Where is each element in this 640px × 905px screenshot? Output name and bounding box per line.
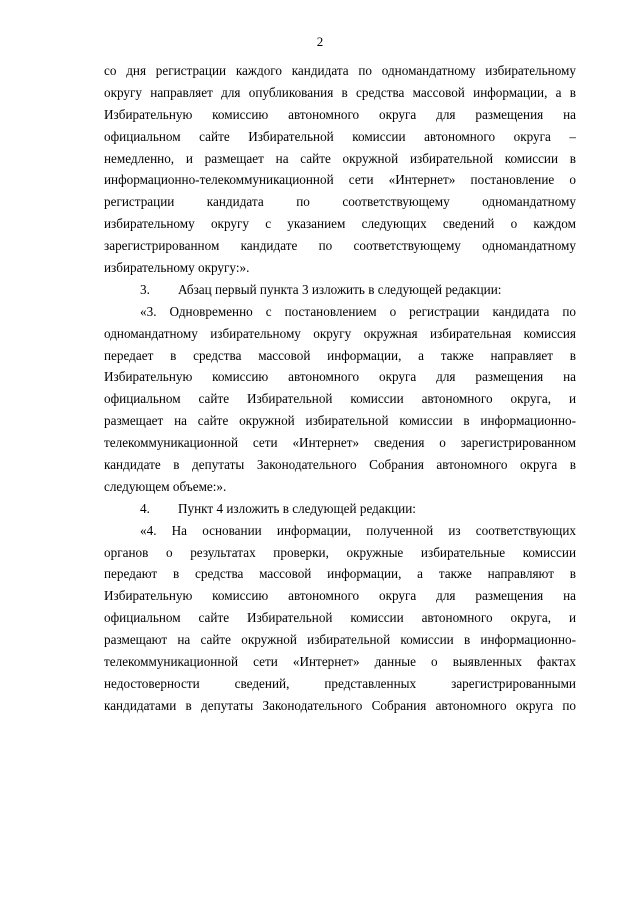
- text-line: [104, 476, 576, 498]
- line-text: передает в средства массовой информации, а также направляет в: [104, 347, 576, 363]
- text-line: [104, 235, 576, 257]
- line-text: Пункт 4 изложить в следующей редакции:: [178, 500, 416, 516]
- text-line: [104, 213, 576, 235]
- line-text: информационно-телекоммуникационной сети «Интернет» постановление о: [104, 172, 576, 188]
- text-line: [104, 454, 576, 476]
- line-text: «3. Одновременно с постановлением о регистрации кандидата по: [140, 303, 576, 319]
- line-text: размещают на сайте окружной избирательной комиссии в информационно-: [104, 632, 576, 648]
- text-line: [104, 542, 576, 564]
- text-line: [104, 520, 576, 542]
- text-line: [104, 345, 576, 367]
- line-text: Избирательную комиссию автономного округа для размещения на: [104, 106, 576, 122]
- line-text: «4. На основании информации, полученной из соответствующих: [140, 522, 576, 538]
- text-line: [104, 673, 576, 695]
- text-line: [104, 585, 576, 607]
- line-text: официальном сайте Избирательной комиссии автономного округа, и: [104, 610, 576, 626]
- text-line: [104, 366, 576, 388]
- text-line: [104, 651, 576, 673]
- text-line: [104, 410, 576, 432]
- line-text: кандидатами в депутаты Законодательного Собрания автономного округа по: [104, 697, 576, 713]
- line-text: избирательному округу с указанием следующих сведений о каждом: [104, 216, 576, 232]
- line-text: со дня регистрации каждого кандидата по одномандатному избирательному: [104, 63, 576, 78]
- line-text: недостоверности сведений, представленных зарегистрированными: [104, 675, 576, 691]
- text-line: [104, 60, 576, 82]
- line-text: одномандатному избирательному округу окружная избирательная комиссия: [104, 325, 576, 341]
- line-text: передают в средства массовой информации, а также направляют в: [104, 566, 576, 582]
- text-line: [104, 563, 576, 585]
- text-line: [104, 82, 576, 104]
- line-text: следующем объеме:».: [104, 478, 227, 494]
- line-text: телекоммуникационной сети «Интернет» данные о выявленных фактах: [104, 654, 576, 670]
- line-text: официальном сайте Избирательной комиссии автономного округа, и: [104, 391, 576, 407]
- line-text: телекоммуникационной сети «Интернет» сведения о зарегистрированном: [104, 435, 576, 451]
- text-line: [104, 607, 576, 629]
- text-line: [104, 388, 576, 410]
- text-line: [104, 432, 576, 454]
- line-text: регистрации кандидата по соответствующему одномандатному: [104, 194, 576, 210]
- text-line: [104, 148, 576, 170]
- text-line: [104, 104, 576, 126]
- text-line: [104, 279, 576, 301]
- line-text: размещает на сайте окружной избирательной комиссии в информационно-: [104, 413, 576, 429]
- text-line: [104, 695, 576, 717]
- item-number: 4.: [140, 500, 150, 516]
- line-text: округу направляет для опубликования в средства массовой информации, а в: [104, 84, 576, 100]
- line-text: зарегистрированном кандидате по соответствующему одномандатному: [104, 238, 576, 254]
- item-number: 3.: [140, 281, 150, 297]
- line-text: избирательному округу:».: [104, 260, 250, 276]
- line-text: органов о результатах проверки, окружные избирательные комиссии: [104, 544, 576, 560]
- document-body: [104, 60, 576, 717]
- text-line: [104, 323, 576, 345]
- line-text: Избирательную комиссию автономного округа для размещения на: [104, 588, 576, 604]
- text-line: [104, 169, 576, 191]
- line-text: официальном сайте Избирательной комиссии автономного округа –: [104, 128, 576, 144]
- line-text: Избирательную комиссию автономного округа для размещения на: [104, 369, 576, 385]
- text-line: [104, 126, 576, 148]
- line-text: немедленно, и размещает на сайте окружной избирательной комиссии в: [104, 150, 576, 166]
- text-line: [104, 301, 576, 323]
- line-text: Абзац первый пункта 3 изложить в следующей редакции:: [178, 281, 502, 297]
- text-line: [104, 257, 576, 279]
- line-text: кандидате в депутаты Законодательного Собрания автономного округа в: [104, 457, 576, 473]
- text-line: [104, 629, 576, 651]
- text-line: [104, 498, 576, 520]
- page-number: 2: [316, 34, 324, 49]
- text-line: [104, 191, 576, 213]
